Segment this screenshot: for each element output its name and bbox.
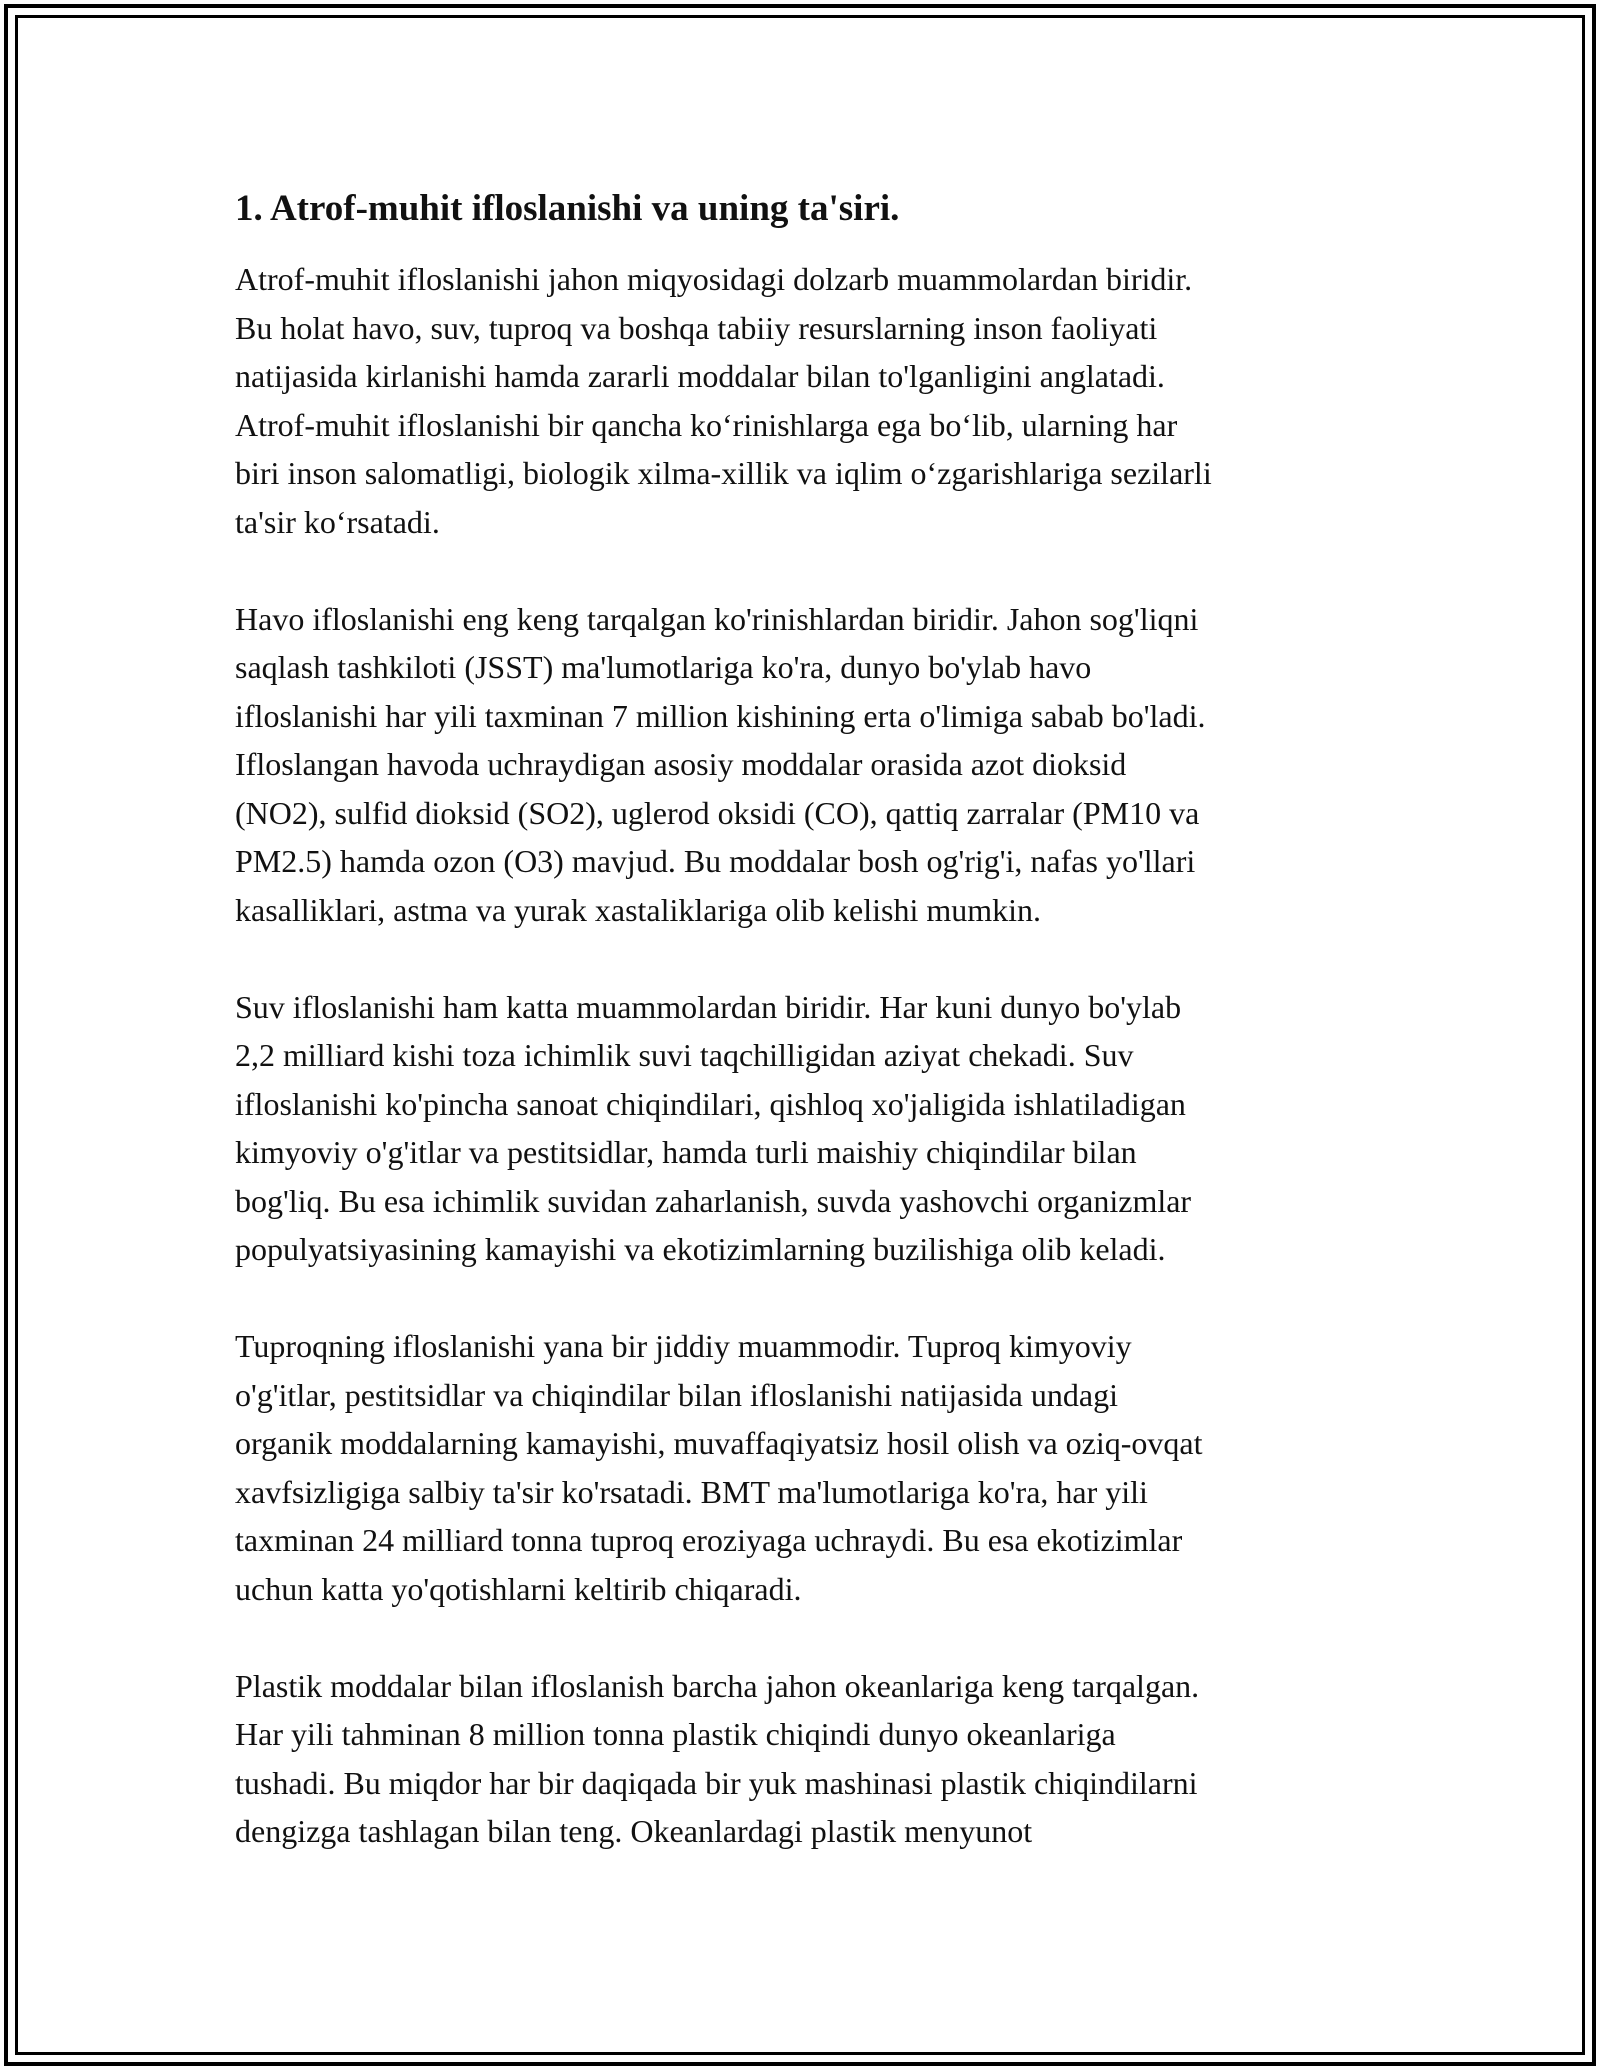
text-line: Plastik moddalar bilan ifloslanish barcha jahon okeanlariga keng tarqalgan. [235, 1667, 1200, 1704]
text-line: natijasida kirlanishi hamda zararli moddalar bilan to'lganligini anglatadi. [235, 358, 1165, 394]
text-line: populyatsiyasining kamayishi va ekotizimlarning buzilishiga olib keladi. [235, 1231, 1166, 1267]
text-line: organik moddalarning kamayishi, muvaffaqiyatsiz hosil olish va oziq-ovqat [235, 1425, 1203, 1461]
paragraph-3 [235, 983, 1365, 1274]
text-line: ifloslanishi ko'pincha sanoat chiqindilari, qishloq xo'jaligida ishlatiladigan [235, 1085, 1186, 1122]
text-line: o'g'itlar, pestitsidlar va chiqindilar bilan ifloslanishi natijasida undagi [235, 1376, 1118, 1413]
text-line: uchun katta yo'qotishlarni keltirib chiqaradi. [235, 1570, 802, 1607]
text-line: ifloslanishi har yili taxminan 7 million kishining erta o'limiga sabab bo'ladi. [235, 697, 1206, 734]
text-line: dengizga tashlagan bilan teng. Okeanlardagi plastik menyunot [235, 1813, 1033, 1849]
text-line: tushadi. Bu miqdor har bir daqiqada bir yuk mashinasi plastik chiqindilarni [235, 1764, 1198, 1801]
text-line: Ifloslangan havoda uchraydigan asosiy moddalar orasida azot dioksid [235, 746, 1127, 782]
text-line: taxminan 24 milliard tonna tuproq eroziyaga uchraydi. Bu esa ekotizimlar [235, 1522, 1183, 1558]
text-line: (NO2), sulfid dioksid (SO2), uglerod oksidi (CO), qattiq zarralar (PM10 va [235, 794, 1200, 831]
text-line: ta'sir ko‘rsatadi. [235, 503, 440, 540]
text-line: xavfsizligiga salbiy ta'sir ko'rsatadi. BMT ma'lumotlariga ko'ra, har yili [235, 1473, 1148, 1510]
text-line: bog'liq. Bu esa ichimlik suvidan zaharlanish, suvda yashovchi organizmlar [235, 1182, 1192, 1219]
text-line: 2,2 milliard kishi toza ichimlik suvi taqchilligidan aziyat chekadi. Suv [235, 1037, 1134, 1073]
text-line: Atrof-muhit ifloslanishi bir qancha ko‘rinishlarga ega bo‘lib, ularning har [235, 406, 1178, 443]
paragraph-4 [235, 1322, 1365, 1613]
text-line: Suv ifloslanishi ham katta muammolardan biridir. Har kuni dunyo bo'ylab [235, 988, 1182, 1025]
paragraph-2 [235, 595, 1365, 935]
paragraph-5 [235, 1662, 1365, 1856]
text-line: Tuproqning ifloslanishi yana bir jiddiy muammodir. Tuproq kimyoviy [235, 1328, 1132, 1364]
text-line: Har yili tahminan 8 million tonna plastik chiqindi dunyo okeanlariga [235, 1716, 1116, 1752]
paragraph-1 [235, 255, 1365, 546]
text-line: saqlash tashkiloti (JSST) ma'lumotlariga ko'ra, dunyo bo'ylab havo [235, 649, 1092, 685]
text-line: kasalliklari, astma va yurak xastaliklariga olib kelishi mumkin. [235, 891, 1042, 928]
text-line: Atrof-muhit ifloslanishi jahon miqyosidagi dolzarb muammolardan biridir. [235, 261, 1193, 297]
text-line: kimyoviy o'g'itlar va pestitsidlar, hamda turli maishiy chiqindilar bilan [235, 1134, 1137, 1170]
document-body [235, 185, 1365, 1856]
text-line: biri inson salomatligi, biologik xilma-xillik va iqlim o‘zgarishlariga sezilarli [235, 455, 1212, 491]
text-line: Havo ifloslanishi eng keng tarqalgan ko'rinishlardan biridir. Jahon sog'liqni [235, 600, 1199, 637]
text-line: PM2.5) hamda ozon (O3) mavjud. Bu moddalar bosh og'rig'i, nafas yo'llari [235, 843, 1196, 879]
text-line: Bu holat havo, suv, tuproq va boshqa tabiiy resurslarning inson faoliyati [235, 309, 1158, 346]
section-heading: 1. Atrof-muhit ifloslanishi va uning ta'siri. [235, 188, 900, 229]
paragraph-list [235, 255, 1365, 1856]
